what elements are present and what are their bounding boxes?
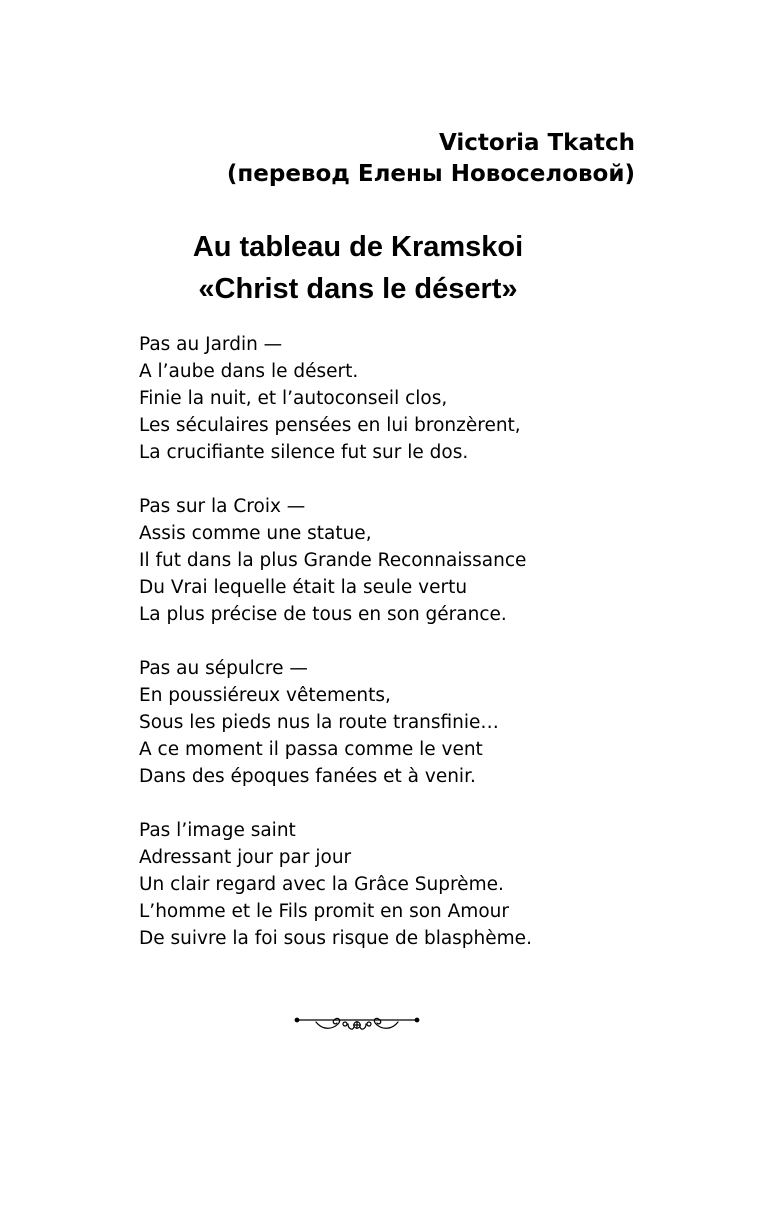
poem-line: L’homme et le Fils promit en son Amour (139, 901, 509, 922)
poem-line: La plus précise de tous en son gérance. (139, 604, 507, 625)
poem-line: Assis comme une statue, (139, 523, 372, 544)
poem-line: Il fut dans la plus Grande Reconnaissance (139, 550, 527, 571)
poem-line: Dans des époques fanées et à venir. (139, 766, 476, 787)
poem-line: En poussiéreux vêtements, (139, 685, 391, 706)
author-name: Victoria Tkatch (439, 130, 635, 156)
stanza (139, 817, 532, 952)
poem-line: Pas au sépulcre — (139, 658, 308, 679)
flourish-divider-icon (294, 1012, 420, 1036)
poem-line: Un clair regard avec la Grâce Suprème. (139, 874, 504, 895)
author-block (227, 128, 635, 190)
stanza (139, 493, 532, 628)
poem-line: Du Vrai lequelle était la seule vertu (139, 577, 468, 598)
stanza (139, 331, 532, 466)
poem-line: La crucifiante silence fut sur le dos. (139, 442, 469, 463)
poem-line: Pas sur la Croix — (139, 496, 306, 517)
poem-title-line-2: «Christ dans le désert» (198, 273, 518, 305)
poem-line: Pas au Jardin — (139, 334, 283, 355)
poem-line: A ce moment il passa comme le vent (139, 739, 483, 760)
poem-title-line-1: Au tableau de Kramskoi (192, 231, 524, 263)
poem-line: De suivre la foi sous risque de blasphème. (139, 928, 532, 949)
poem-body (139, 331, 532, 979)
stanza (139, 655, 532, 790)
poem-line: Les séculaires pensées en lui bronzèrent, (139, 415, 521, 436)
poem-line: Sous les pieds nus la route transfinie… (139, 712, 499, 733)
poem-line: Finie la nuit, et l’autoconseil clos, (139, 388, 448, 409)
poem-line: Pas l’image saint (139, 820, 296, 841)
poem-title (0, 226, 716, 310)
poem-line: Adressant jour par jour (139, 847, 352, 868)
poem-line: A l’aube dans le désert. (139, 361, 359, 382)
translator-credit: (перевод Елены Новоселовой) (226, 161, 635, 187)
